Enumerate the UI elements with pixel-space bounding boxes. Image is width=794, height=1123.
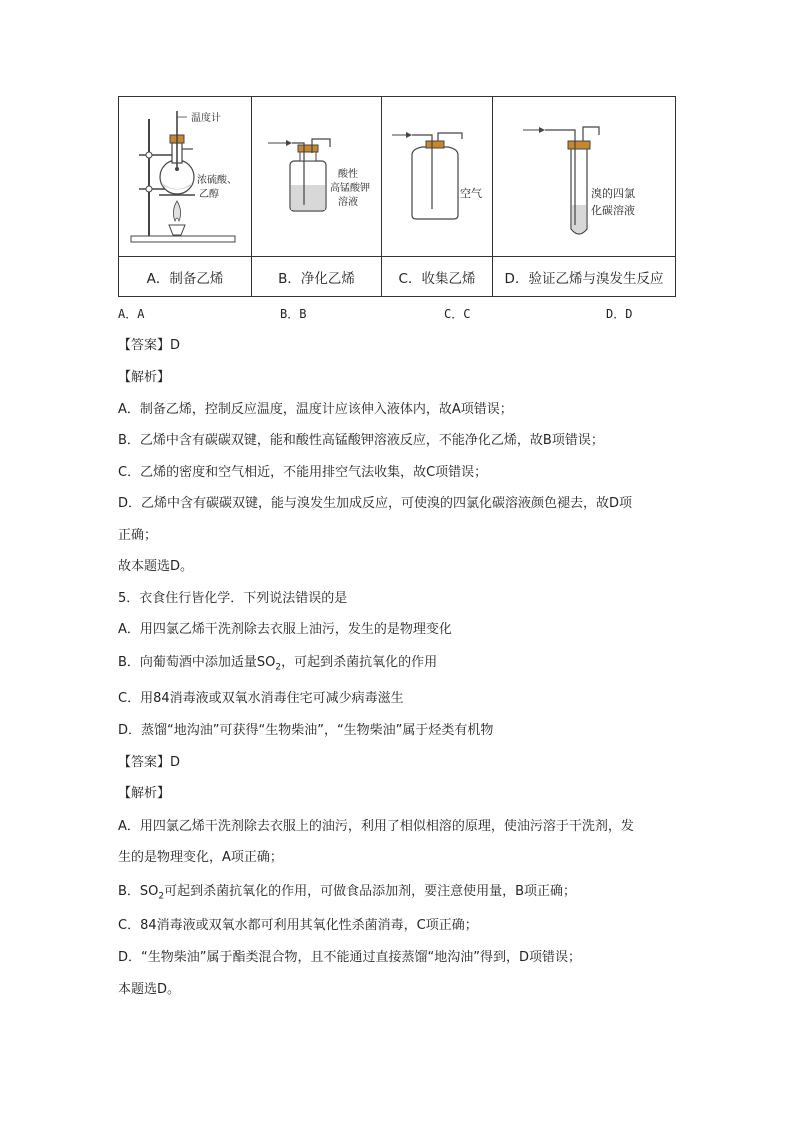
apparatus-a-cell	[119, 97, 252, 257]
q5-analysis-a2: 生的是物理变化，A项正确；	[118, 850, 283, 865]
apparatus-c-cell	[382, 97, 493, 257]
q5-analysis-a1: A．用四氯乙烯干洗剂除去衣服上的油污，利用了相似相溶的原理，使油污溶于干洗剂，发	[118, 819, 634, 834]
ethylene-collection-diagram	[382, 97, 493, 256]
caption-d: D．验证乙烯与溴发生反应	[493, 257, 676, 297]
q5-option-d: D．蒸馏“地沟油”可获得“生物柴油”，“生物柴油”属于烃类有机物	[118, 723, 494, 738]
q5-analysis-d: D．“生物柴油”属于酯类混合物，且不能通过直接蒸馏“地沟油”得到，D项错误；	[118, 950, 581, 965]
q5-answer: 【答案】D	[118, 755, 181, 770]
q4-option-c: C．C	[444, 307, 471, 321]
q5-option-b-subscript: 2	[275, 662, 282, 673]
acid-label-1: 浓硫酸、	[197, 175, 237, 186]
q4-analysis-line: B．乙烯中含有碳碳双键，能和酸性高锰酸钾溶液反应，不能净化乙烯，故B项错误；	[118, 433, 604, 448]
apparatus-b-cell	[252, 97, 382, 257]
caption-a: A．制备乙烯	[119, 257, 252, 297]
q5-stem: 5．衣食住行皆化学．下列说法错误的是	[118, 591, 348, 606]
bromine-test-diagram	[493, 97, 676, 256]
q4-analysis-line: 正确；	[118, 528, 158, 543]
q4-option-a: A．A	[118, 307, 145, 321]
q5-option-c: C．用84消毒液或双氧水消毒住宅可减少病毒滋生	[118, 691, 404, 706]
apparatus-d-cell	[493, 97, 676, 257]
q5-analysis-b-text-end: 可起到杀菌抗氧化的作用，可做食品添加剂，要注意使用量，B项正确；	[164, 884, 577, 899]
q5-option-b-text: B．向葡萄酒中添加适量SO	[118, 655, 276, 670]
q4-answer: 【答案】D	[118, 338, 181, 353]
q4-analysis-line: C．乙烯的密度和空气相近，不能用排空气法收集，故C项错误；	[118, 465, 488, 480]
ethylene-purification-diagram	[252, 97, 382, 256]
acid-label-2: 乙醇	[199, 189, 219, 200]
apparatus-table	[118, 96, 676, 297]
q4-options	[118, 305, 678, 323]
q5-analysis-c: C．84消毒液或双氧水都可利用其氧化性杀菌消毒，C项正确；	[118, 918, 478, 933]
kmno4-label-3: 溶液	[338, 197, 358, 208]
q4-option-d: D．D	[606, 307, 633, 321]
q5-option-a: A．用四氯乙烯干洗剂除去衣服上油污，发生的是物理变化	[118, 622, 452, 637]
kmno4-label-2: 高锰酸钾	[330, 183, 370, 194]
caption-c: C．收集乙烯	[382, 257, 493, 297]
q5-option-b	[118, 651, 437, 673]
bromine-label-1: 溴的四氯	[591, 187, 635, 200]
q4-option-b: B．B	[280, 307, 307, 321]
q4-analysis-title: 【解析】	[118, 370, 171, 385]
q5-analysis-b-text: B．SO	[118, 884, 159, 899]
q4-analysis-line: 故本题选D。	[118, 559, 194, 574]
q4-analysis-line: A．制备乙烯，控制反应温度，温度计应该伸入液体内，故A项错误；	[118, 402, 513, 417]
ethylene-preparation-diagram	[119, 97, 252, 256]
q5-analysis-b	[118, 880, 576, 902]
kmno4-label-1: 酸性	[338, 169, 358, 180]
caption-b: B．净化乙烯	[252, 257, 382, 297]
q5-analysis-end: 本题选D。	[118, 982, 181, 997]
bromine-label-2: 化碳溶液	[591, 204, 635, 217]
q4-analysis-line: D．乙烯中含有碳碳双键，能与溴发生加成反应，可使溴的四氯化碳溶液颜色褪去，故D项	[118, 496, 633, 511]
q5-analysis-b-subscript: 2	[158, 891, 165, 902]
thermometer-label: 温度计	[191, 113, 221, 124]
q5-analysis-title: 【解析】	[118, 786, 171, 801]
air-label: 空气	[460, 187, 482, 200]
q5-option-b-text-end: ，可起到杀菌抗氧化的作用	[281, 655, 438, 670]
